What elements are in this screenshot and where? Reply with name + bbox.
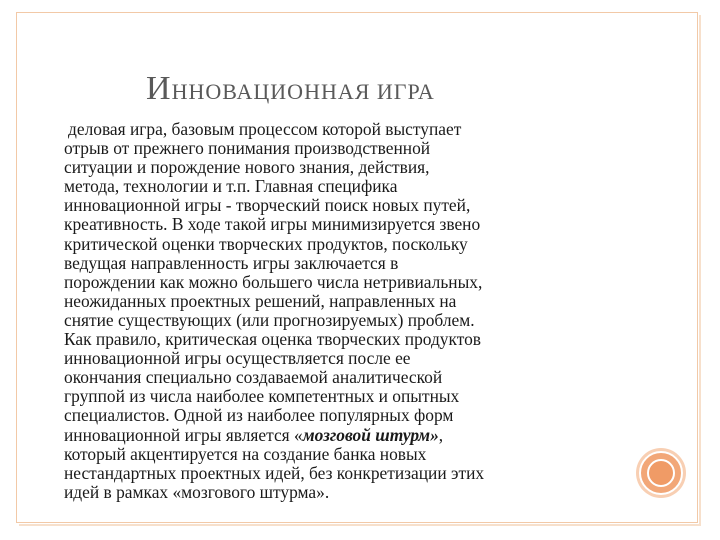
body-line: Как правило, критическая оценка творческих продуктов [64, 329, 482, 350]
body-line: окончания специально создаваемой аналитической [64, 367, 443, 388]
body-line: креативность. В ходе такой игры минимизируется звено [64, 214, 481, 235]
body-line: порождении как можно большего числа нетривиальных, [64, 271, 483, 292]
body-line: ведущая направленность игры заключается в [64, 252, 399, 273]
body-paragraph [64, 120, 624, 502]
body-line: отрыв от прежнего понимания производственной [64, 138, 431, 159]
body-line: метода, технологии и т.п. Главная специфика [64, 176, 398, 197]
emphasis-after: , [438, 424, 444, 445]
title-rest: ННОВАЦИОННАЯ ИГРА [171, 79, 435, 104]
brainstorm-emphasis: мозговой штурм» [302, 424, 439, 445]
body-line: инновационной игры - творческий поиск новых путей, [64, 195, 471, 216]
body-line: специалистов. Одной из наиболее популярных форм [64, 405, 454, 426]
body-line: группой из числа наиболее компетентных и опытных [64, 386, 460, 407]
body-line: деловая игра, базовым процессом которой выступает [68, 119, 462, 139]
body-line-emphasis [64, 426, 624, 445]
body-line: инновационной игры осуществляется после ее [64, 348, 411, 369]
body-line: который акцентируется на создание банка новых [64, 443, 427, 464]
body-line: критической оценки творческих продуктов, поскольку [64, 233, 468, 254]
emphasis-before: инновационной игры является « [64, 424, 303, 445]
body-line: неожиданных проектных решений, направленных на [64, 290, 457, 311]
body-line: ситуации и порождение нового знания, действия, [64, 157, 430, 178]
slide-title [146, 70, 646, 108]
orange-circle-icon [639, 451, 683, 495]
orange-circle-inner [647, 459, 675, 487]
body-line: идей в рамках «мозгового штурма». [64, 481, 330, 502]
body-line: снятие существующих (или прогнозируемых) проблем. [64, 309, 475, 330]
title-initial: И [146, 70, 172, 107]
body-line: нестандартных проектных идей, без конкретизации этих [64, 462, 485, 483]
